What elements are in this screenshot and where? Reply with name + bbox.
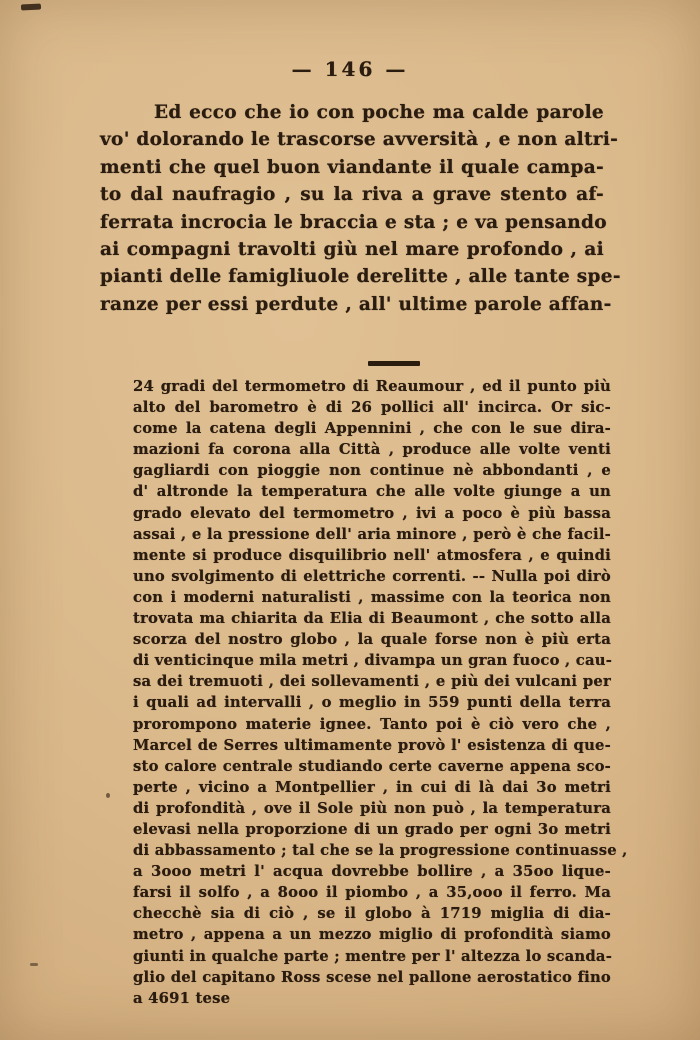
text-line: glio del capitano Ross scese nel pallone aerostatico fino [133, 968, 611, 986]
text-line: 24 gradi del termometro di Reaumour , ed il punto più [133, 378, 611, 395]
scan-artifact-speck [106, 793, 110, 798]
text-line: di venticinque mila metri , divampa un gran fuoco , cau- [133, 652, 613, 670]
text-line: assai , e la pressione dell' aria minore , però è che facil- [133, 525, 611, 543]
footnote-separator-rule [368, 361, 420, 366]
text-line: ranze per essi perdute , all' ultime parole affan- [100, 293, 612, 315]
text-line: mente si produce disquilibrio nell' atmosfera , e quindi [133, 546, 611, 564]
text-line: ai compagni travolti giù nel mare profondo , ai [100, 238, 604, 260]
text-line: d' altronde la temperatura che alle volte giunge a un [133, 483, 611, 501]
text-line: di abbassamento ; tal che se la progressione continuasse , [133, 842, 628, 860]
text-line: pianti delle famigliuole derelitte , alle tante spe- [100, 266, 621, 288]
main-paragraph [100, 99, 621, 318]
text-line: gagliardi con pioggie non continue nè abbondanti , e [133, 462, 611, 480]
text-line: Marcel de Serres ultimamente provò l' esistenza di que- [133, 736, 611, 754]
text-line: sto calore centrale studiando certe caverne appena sco- [133, 757, 611, 775]
page-number: — 146 — [291, 57, 409, 81]
text-line: menti che quel buon viandante il quale campa- [100, 156, 604, 178]
text-line: a 4691 tese [133, 989, 231, 1007]
text-line: mazioni fa corona alla Città , produce alle volte venti [133, 441, 611, 459]
text-line: checchè sia di ciò , se il globo à 1719 miglia di dia- [133, 905, 611, 923]
text-line: giunti in qualche parte ; mentre per l' altezza lo scanda- [133, 947, 613, 965]
scan-artifact-speck [30, 963, 38, 966]
text-line: farsi il solfo , a 8ooo il piombo , a 35,ooo il ferro. Ma [133, 884, 611, 902]
text-line: con i moderni naturalisti , massime con la teorica non [133, 588, 611, 606]
text-line: i quali ad intervalli , o meglio in 559 punti della terra [133, 694, 611, 712]
text-line: grado elevato del termometro , ivi a poco è più bassa [133, 504, 611, 522]
text-line: prorompono materie ignee. Tanto poi è ciò vero che , [133, 715, 611, 733]
text-line: sa dei tremuoti , dei sollevamenti , e più dei vulcani per [133, 673, 611, 691]
text-line: to dal naufragio , su la riva a grave stento af- [100, 184, 604, 206]
text-line: alto del barometro è di 26 pollici all' incirca. Or sic- [133, 399, 611, 417]
text-line: uno svolgimento di elettriche correnti. -- Nulla poi dirò [133, 567, 611, 585]
footnote-block [133, 376, 628, 1009]
text-line: elevasi nella proporzione di un grado per ogni 3o metri [133, 820, 611, 838]
text-line: metro , appena a un mezzo miglio di profondità siamo [133, 926, 611, 944]
text-line: Ed ecco che io con poche ma calde parole [154, 102, 604, 123]
text-line: vo' dolorando le trascorse avversità , e non altri- [100, 129, 619, 151]
scan-artifact-dash [21, 3, 41, 10]
text-line: come la catena degli Appennini , che con le sue dira- [133, 420, 611, 438]
text-line: scorza del nostro globo , la quale forse non è più erta [133, 631, 611, 649]
text-line: perte , vicino a Montpellier , in cui di là dai 3o metri [133, 778, 611, 796]
text-line: a 3ooo metri l' acqua dovrebbe bollire , a 35oo lique- [133, 863, 611, 881]
text-line: trovata ma chiarita da Elia di Beaumont , che sotto alla [133, 610, 611, 628]
text-line: di profondità , ove il Sole più non può , la temperatura [133, 799, 611, 817]
text-line: ferrata incrocia le braccia e sta ; e va pensando [100, 211, 607, 233]
